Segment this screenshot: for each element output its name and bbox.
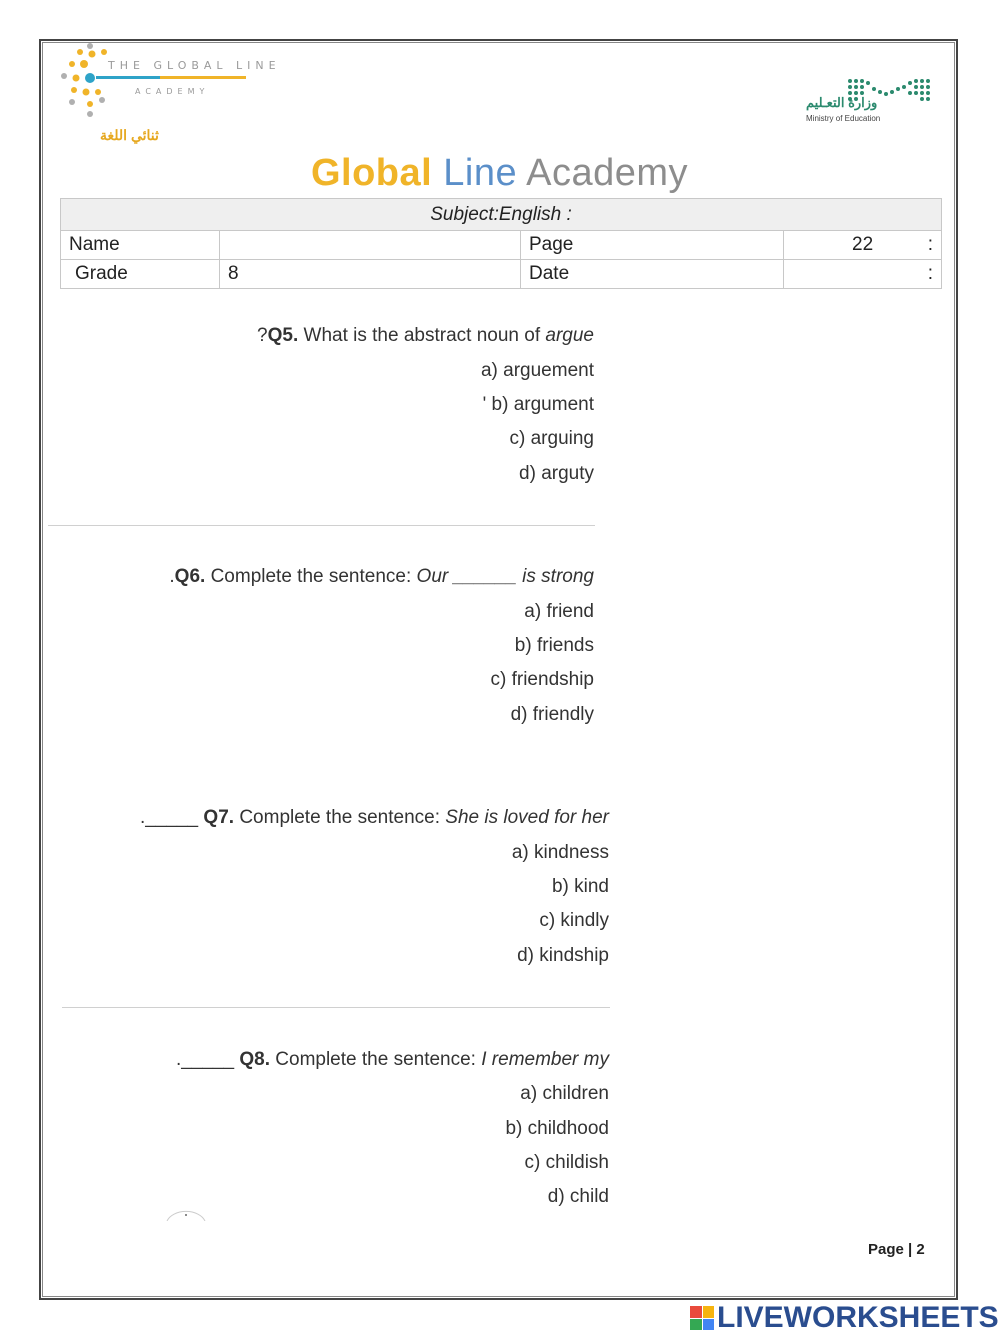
date-colon: :	[927, 263, 933, 284]
q6-option-b[interactable]: b) friends	[514, 635, 594, 656]
q5-prefix: ?	[257, 325, 268, 346]
logo-text-line2: ACADEMY	[135, 87, 210, 96]
page-label: Page	[521, 231, 784, 260]
q7-number: Q7.	[203, 807, 235, 828]
q6-prefix: .	[169, 566, 175, 587]
question-q7	[140, 807, 609, 829]
q5-number: Q5.	[267, 325, 299, 346]
q8-text: Complete the sentence:	[275, 1049, 476, 1070]
q5-option-c[interactable]: c) arguing	[509, 428, 594, 449]
date-label: Date	[521, 260, 784, 289]
q6-italic: Our ______ is strong	[416, 566, 594, 587]
question-q8	[176, 1049, 609, 1071]
title-global: Global	[310, 152, 433, 194]
page-colon: :	[927, 234, 933, 255]
q5-option-d[interactable]: d) arguty	[519, 463, 594, 484]
q5-text: What is the abstract noun of	[303, 325, 541, 346]
arc-decoration-icon	[165, 1205, 207, 1221]
page-field[interactable]	[784, 231, 942, 260]
q7-italic: She is loved for her	[445, 807, 609, 828]
q7-option-c[interactable]: c) kindly	[539, 910, 609, 931]
q5-option-b[interactable]: ' b) argument	[482, 394, 594, 415]
page-value: 22	[852, 234, 874, 255]
q8-option-c[interactable]: c) childish	[524, 1152, 609, 1173]
q8-number: Q8.	[239, 1049, 270, 1070]
name-field[interactable]	[220, 231, 521, 260]
divider	[62, 1007, 610, 1008]
q6-option-a[interactable]: a) friend	[524, 601, 594, 622]
q7-option-b[interactable]: b) kind	[551, 876, 609, 897]
q7-text: Complete the sentence:	[239, 807, 441, 828]
q7-option-a[interactable]: a) kindness	[511, 842, 609, 863]
name-label: Name	[61, 231, 220, 260]
q8-option-b[interactable]: b) childhood	[505, 1118, 609, 1139]
academy-logo-icon	[60, 42, 260, 122]
logo-text-line1: THE GLOBAL LINE	[108, 59, 281, 72]
subject-cell: Subject:English :	[61, 199, 942, 231]
title-academy: Academy	[526, 152, 688, 194]
q8-option-d[interactable]: d) child	[547, 1186, 609, 1207]
q8-prefix: ._____	[175, 1049, 235, 1070]
q6-option-d[interactable]: d) friendly	[510, 704, 594, 725]
grade-label: Grade	[61, 260, 220, 289]
q6-option-c[interactable]: c) friendship	[490, 669, 594, 690]
question-q6	[169, 566, 594, 588]
grade-field[interactable]: 8	[220, 260, 521, 289]
date-field[interactable]	[784, 260, 942, 289]
ministry-english-name: Ministry of Education	[806, 114, 881, 123]
q7-prefix: ._____	[140, 807, 199, 828]
q8-option-a[interactable]: a) children	[520, 1083, 609, 1104]
q8-italic: I remember my	[481, 1049, 609, 1070]
logo-arabic-text: ثنائي اللغة	[100, 127, 159, 143]
divider	[48, 525, 595, 526]
q7-option-d[interactable]: d) kindship	[517, 945, 609, 966]
title-line: Line	[443, 152, 518, 194]
ministry-arabic-name: وزارة التعـليم	[806, 95, 878, 110]
info-table	[60, 198, 942, 289]
page-title	[0, 152, 999, 195]
q6-number: Q6.	[174, 566, 206, 587]
liveworksheets-brand[interactable]	[690, 1300, 999, 1336]
page-number: Page | 2	[868, 1241, 925, 1258]
q5-option-a[interactable]: a) arguement	[480, 360, 594, 381]
q6-text: Complete the sentence:	[210, 566, 412, 587]
question-q5	[257, 325, 594, 347]
liveworksheets-text: LIVEWORKSHEETS	[717, 1301, 999, 1334]
liveworksheets-logo-icon	[690, 1306, 714, 1330]
q5-italic: argue	[545, 325, 594, 346]
